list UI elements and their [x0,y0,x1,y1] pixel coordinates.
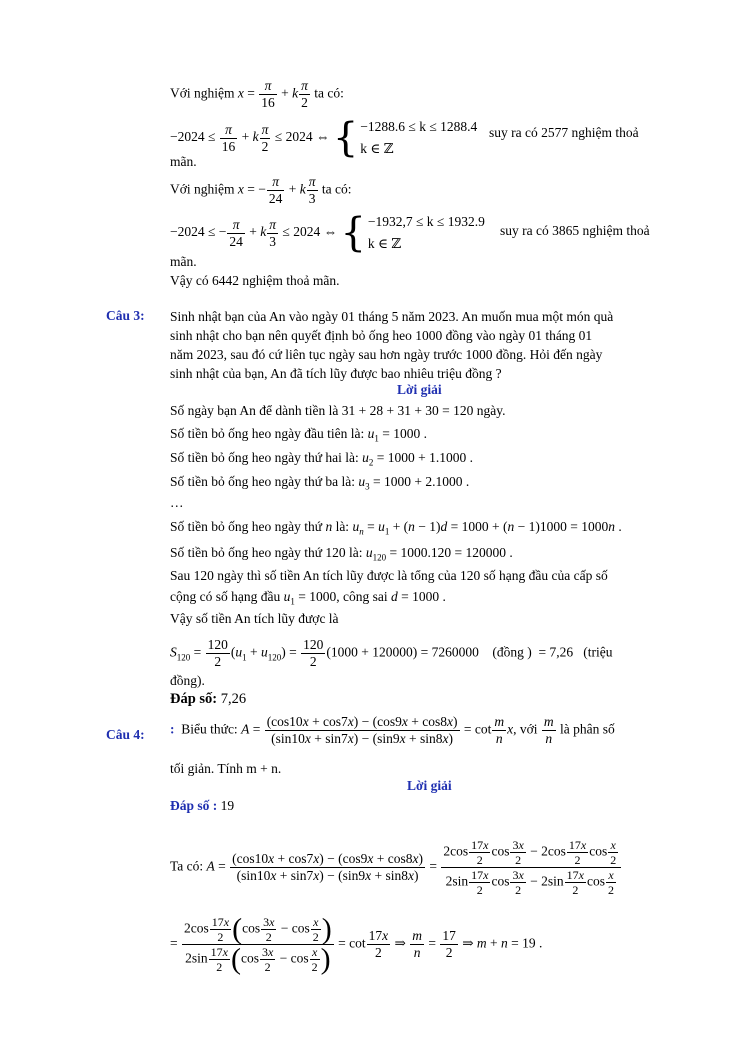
question-3-label: Câu 3: [106,308,145,323]
q3-problem-2: sinh nhật cho bạn nên quyết định bỏ ống heo 1000 đồng vào ngày 01 tháng 01 [170,328,593,343]
q3-day120: Số tiền bỏ ống heo ngày thứ 120 là: $u_{120} = 1000.120 = 120000$ . [170,545,513,563]
q4-solution-heading: Lời giải [407,778,452,793]
q3-day1: Số tiền bỏ ống heo ngày đầu tiên là: $u_1 = 1000$ . [170,426,427,444]
result-1: suy ra có 2577 nghiệm thoả [489,125,639,140]
q3-solution-heading: Lời giải [397,382,442,397]
q4-problem: : Biểu thức: A = $\frac{(\cos 10x + \cos 7x) - (\cos 9x + \cos 8x)}{(\sin 10x + \sin 7x) - (\sin 9x + \sin 8x)}$ = cot $\frac{m}{n}$ x, với $\frac{m}{n}$ là phân số [170,714,615,746]
q3-problem-4: sinh nhật của bạn, An đã tích lũy được bao nhiêu triệu đồng ? [170,366,502,381]
line-nghiem-2: Với nghiệm x = − $\frac{\pi}{24}$ + k $\frac{\pi}{3}$ ta có: [170,174,352,206]
q3-problem-1: Sinh nhật bạn của An vào ngày 01 tháng 5 năm 2023. An muốn mua một món quà [170,309,614,324]
q3-day3: Số tiền bỏ ống heo ngày thứ ba là: $u_3 = 1000 + 2.1000$ . [170,474,470,492]
line-nghiem-1: Với nghiệm x = $\frac{\pi}{16}$ + k $\frac{\pi}{2}$ ta có: [170,78,344,110]
q3-day2: Số tiền bỏ ống heo ngày thứ hai là: $u_2 = 1000 + 1.1000$ . [170,450,474,468]
q3-sum-text-1: Sau 120 ngày thì số tiền An tích lũy được là tổng của 120 số hạng đầu của cấp số [170,568,608,583]
q3-sum-formula: $S_{120}$ = $\frac{120}{2}$ $(u_1 + u_{120})$ = $\frac{120}{2}$ (1000 + 120000) = 7260000 (đồng ) = 7,26 (triệu [170,637,613,669]
conclusion: Vậy có 6442 nghiệm thoả mãn. [170,273,340,288]
q3-sum-text-2: cộng có số hạng đầu $u_1 = 1000$, công sai d = 1000 . [170,589,446,607]
q3-ellipsis: … [170,495,184,510]
result-2: suy ra có 3865 nghiệm thoả [500,223,650,238]
cont-2: mãn. [170,254,197,269]
q4-answer: Đáp số : 19 [170,798,235,813]
q4-problem-2: tối giản. Tính m + n. [170,761,282,776]
question-4-label: Câu 4: [106,727,145,742]
q4-derivation-1: Ta có: A = $\frac{(\cos 10x + \cos 7x) - (\cos 9x + \cos 8x)}{(\sin 10x + \sin 7x) - (\sin 9x + \sin 8x)}$ = 2cos $\frac{17x}{2}$ cos $\frac{3x}{2}$ − 2cos $\frac{17x}{2}$ cos $\frac{x}{2}$ 2sin $\frac{17x}{2}$ cos $\frac{3x}{2}$ − 2sin $\frac{17x}{2}$ cos $\frac{x}{2}$ [170,838,622,897]
q3-days: Số ngày bạn An để dành tiền là 31 + 28 + 31 + 30 = 120 ngày. [170,403,506,418]
q3-sum-text-3: Vậy số tiền An tích lũy được là [170,611,339,626]
inequality-2: −2024 ≤ − $\frac{\pi}{24}$ + k $\frac{\pi}{3}$ ≤ 2024 ⇔ { −1932,7 ≤ k ≤ 1932.9 k ∈ ℤ [170,210,485,256]
q3-dayn: Số tiền bỏ ống heo ngày thứ n là: $u_n = u_1 + (n - 1)d = 1000 + (n - 1)1000 = 1000n$ . [170,519,622,537]
q3-unit-cont: đồng). [170,673,205,688]
q3-problem-3: năm 2023, sau đó cứ liên tục ngày sau hơn ngày trước 1000 đồng. Hỏi đến ngày [170,347,603,362]
cont-1: mãn. [170,154,197,169]
q3-answer: Đáp số: 7,26 [170,691,247,707]
inequality-1: −2024 ≤ $\frac{\pi}{16}$ + k $\frac{\pi}{2}$ ≤ 2024 ⇔ { −1288.6 ≤ k ≤ 1288.4 k ∈ ℤ [170,115,478,161]
brace-symbol: { [332,115,359,161]
q4-derivation-2: = 2cos $\frac{17x}{2}$ (cos $\frac{3x}{2}$ − cos $\frac{x}{2}$ ) 2sin $\frac{17x}{2}$ (cos $\frac{3x}{2}$ − cos $\frac{x}{2}$ ) = cot $\frac{17x}{2}$ ⇒ $\frac{m}{n}$ = $\frac{17}{2}$ ⇒ m + n = 19 . [170,912,543,976]
